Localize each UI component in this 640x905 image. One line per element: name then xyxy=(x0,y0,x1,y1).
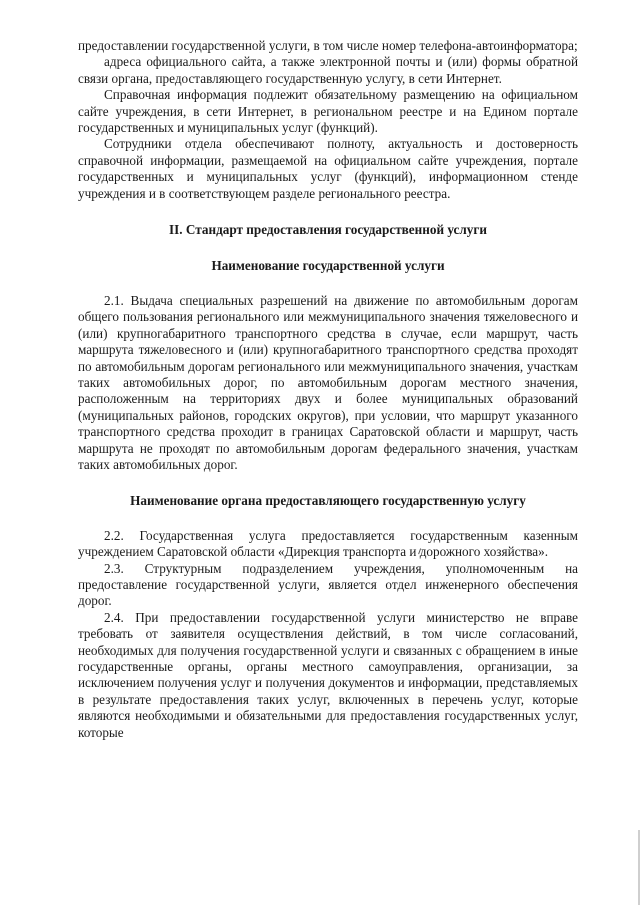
intro-paragraph-3: Справочная информация подлежит обязательному размещению на официальном сайте учреждения, в сети Интернет, в региональном реестре и на Едином портале государственных и муниципальных услуг (функций). xyxy=(78,87,578,136)
paragraph-2-3: 2.3. Структурным подразделением учреждения, уполномоченным на предоставление государственной услуги, является отдел инженерного обеспечения дорог. xyxy=(78,560,578,609)
section-title: II. Стандарт предоставления государственной услуги xyxy=(169,222,487,238)
subheading-organ-name: Наименование органа предоставляющего государственную услугу xyxy=(130,493,526,509)
intro-paragraph-4: Сотрудники отдела обеспечивают полноту, актуальность и достоверность справочной информации, размещаемой на официальном сайте учреждения, портале государственных и муниципальных услуг (функций), информационном стенде учреждения и в соответствующем разделе регионального реестра. xyxy=(78,136,578,201)
document-page xyxy=(78,38,578,741)
paragraph-2-2: 2.2. Государственная услуга предоставляется государственным казенным учреждением Саратовской области «Дирекция транспорта и дорожного хозяйства». xyxy=(78,527,578,560)
subheading-service-name: Наименование государственной услуги xyxy=(211,258,445,274)
intro-paragraph-1: предоставлении государственной услуги, в том числе номер телефона-автоинформатора; xyxy=(78,38,578,53)
paragraph-2-1: 2.1. Выдача специальных разрешений на движение по автомобильным дорогам общего пользования регионального или межмуниципального значения тяжеловесного и (или) крупногабаритного транспортного средства в случае, если маршрут, часть маршрута тяжеловесного и (или) крупногабаритного транспортного средства проходят по автомобильным дорогам регионального или межмуниципального значения, участкам таких автомобильных дорог, по автомобильным дорогам местного значения, расположенным на территориях двух и более муниципальных образований (муниципальных районов, городских округов), при условии, что маршрут указанного транспортного средства проходит в границах Саратовской области и маршрут, часть маршрута не проходят по автомобильным дорогам федерального значения, участкам таких автомобильных дорог. xyxy=(78,292,578,472)
intro-paragraph-2: адреса официального сайта, а также электронной почты и (или) формы обратной связи органа, предоставляющего государственную услугу, в сети Интернет. xyxy=(78,54,578,86)
paragraph-2-4: 2.4. При предоставлении государственной услуги министерство не вправе требовать от заявителя осуществления действий, в том числе согласований, необходимых для получения государственной услуги и связанных с обращением в иные государственные органы, органы местного самоуправления, организации, за исключением получения услуг и получения документов и информации, представляемых в результате предоставления таких услуг, включенных в перечень услуг, которые являются необходимыми и обязательными для предоставления государственных услуг, которые xyxy=(78,609,578,740)
